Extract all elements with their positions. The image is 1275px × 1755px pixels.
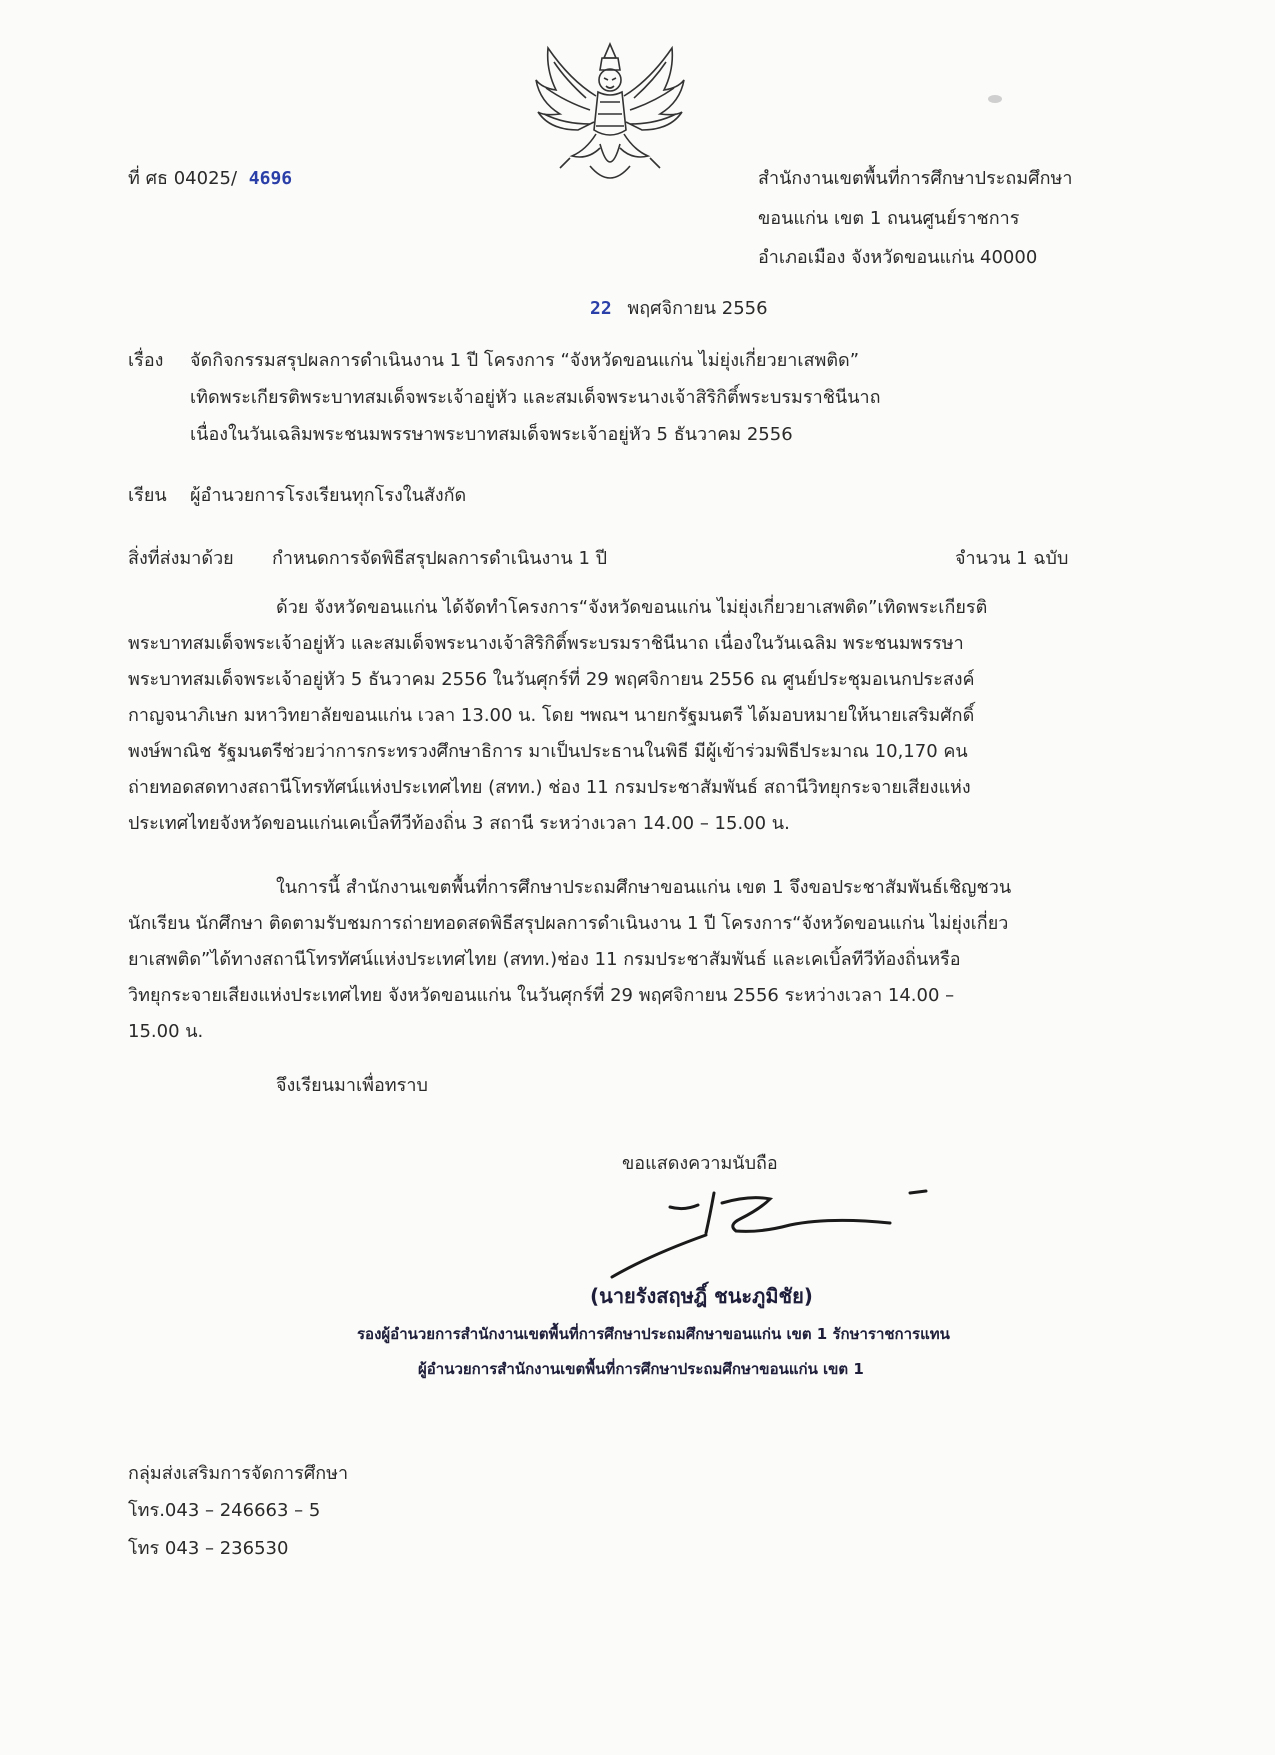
letter-date	[590, 298, 768, 320]
paragraph-1-line: ประเทศไทยจังหวัดขอนแก่นเคเบิ้ลทีวีท้องถิ่น 3 สถานี ระหว่างเวลา 14.00 – 15.00 น.	[128, 813, 790, 834]
paragraph-2-line: วิทยุกระจายเสียงแห่งประเทศไทย จังหวัดขอนแก่น ในวันศุกร์ที่ 29 พฤศจิกายน 2556 ระหว่างเวลา 14.00 –	[128, 985, 955, 1006]
subject-line-3: เนื่องในวันเฉลิมพระชนมพรรษาพระบาทสมเด็จพระเจ้าอยู่หัว 5 ธันวาคม 2556	[190, 424, 793, 445]
paragraph-1-line: ด้วย จังหวัดขอนแก่น ได้จัดทำโครงการ“จังหวัดขอนแก่น ไม่ยุ่งเกี่ยวยาเสพติด”เทิดพระเกียรติ	[276, 597, 988, 618]
paragraph-1-line: พระบาทสมเด็จพระเจ้าอยู่หัว 5 ธันวาคม 2556 ในวันศุกร์ที่ 29 พฤศจิกายน 2556 ณ ศูนย์ประชุมอเนกประสงค์	[128, 669, 975, 690]
date-day-handwritten: 22	[590, 298, 612, 319]
paragraph-1-line: พงษ์พาณิช รัฐมนตรีช่วยว่าการกระทรวงศึกษาธิการ มาเป็นประธานในพิธี มีผู้เข้าร่วมพิธีประมาณ 10,170 คน	[128, 741, 968, 762]
footer-phone-1: โทร.043 – 246663 – 5	[128, 1500, 321, 1521]
attachment-count: จำนวน 1 ฉบับ	[955, 548, 1069, 569]
office-address-line-2: ขอนแก่น เขต 1 ถนนศูนย์ราชการ	[758, 208, 1020, 229]
paper-speck	[988, 95, 1002, 103]
regards-line: ขอแสดงความนับถือ	[622, 1153, 778, 1174]
signer-title-line-2: ผู้อำนวยการสำนักงานเขตพื้นที่การศึกษาประถมศึกษาขอนแก่น เขต 1	[418, 1360, 864, 1378]
footer-department: กลุ่มส่งเสริมการจัดการศึกษา	[128, 1463, 349, 1484]
body-paragraph-2	[128, 870, 1128, 1050]
paragraph-2-line: ยาเสพติด”ได้ทางสถานีโทรทัศน์แห่งประเทศไทย (สทท.)ช่อง 11 กรมประชาสัมพันธ์ และเคเบิ้ลทีวีท้องถิ่นหรือ	[128, 949, 961, 970]
garuda-emblem-icon	[530, 40, 690, 190]
paragraph-1-line: กาญจนาภิเษก มหาวิทยาลัยขอนแก่น เวลา 13.00 น. โดย ฯพณฯ นายกรัฐมนตรี ได้มอบหมายให้นายเสริมศักดิ์	[128, 705, 975, 726]
paragraph-2-line: 15.00 น.	[128, 1021, 204, 1042]
subject-line-1: จัดกิจกรรมสรุปผลการดำเนินงาน 1 ปี โครงการ “จังหวัดขอนแก่น ไม่ยุ่งเกี่ยวยาเสพติด”	[190, 350, 860, 371]
office-address-line-3: อำเภอเมือง จังหวัดขอนแก่น 40000	[758, 247, 1038, 268]
signer-title-line-1: รองผู้อำนวยการสำนักงานเขตพื้นที่การศึกษาประถมศึกษาขอนแก่น เขต 1 รักษาราชการแทน	[357, 1325, 950, 1343]
paragraph-1-line: ถ่ายทอดสดทางสถานีโทรทัศน์แห่งประเทศไทย (สทท.) ช่อง 11 กรมประชาสัมพันธ์ สถานีวิทยุกระจายเสียงแห่ง	[128, 777, 971, 798]
subject-line-2: เทิดพระเกียรติพระบาทสมเด็จพระเจ้าอยู่หัว และสมเด็จพระนางเจ้าสิริกิติ์พระบรมราชินีนาถ	[190, 387, 881, 408]
signature-icon	[610, 1185, 940, 1285]
paragraph-2-line: ในการนี้ สำนักงานเขตพื้นที่การศึกษาประถมศึกษาขอนแก่น เขต 1 จึงขอประชาสัมพันธ์เชิญชวน	[276, 877, 1012, 898]
signer-name: (นายรังสฤษฎิ์ ชนะภูมิชัย)	[590, 1284, 813, 1308]
footer-phone-2: โทร 043 – 236530	[128, 1538, 289, 1559]
reference-number	[128, 168, 292, 190]
attachment-label: สิ่งที่ส่งมาด้วย	[128, 548, 234, 569]
attachment-text: กำหนดการจัดพิธีสรุปผลการดำเนินงาน 1 ปี	[272, 548, 608, 569]
body-paragraph-1	[128, 590, 1128, 842]
office-address-line-1: สำนักงานเขตพื้นที่การศึกษาประถมศึกษา	[758, 168, 1073, 189]
reference-label: ที่ ศธ 04025/	[128, 168, 238, 189]
recipient-label: เรียน	[128, 485, 167, 506]
subject-label: เรื่อง	[128, 350, 164, 371]
closing-line: จึงเรียนมาเพื่อทราบ	[276, 1075, 428, 1096]
date-month-year: พฤศจิกายน 2556	[627, 298, 768, 319]
paragraph-1-line: พระบาทสมเด็จพระเจ้าอยู่หัว และสมเด็จพระนางเจ้าสิริกิติ์พระบรมราชินีนาถ เนื่องในวันเฉลิม พระชนมพรรษา	[128, 633, 964, 654]
paragraph-2-line: นักเรียน นักศึกษา ติดตามรับชมการถ่ายทอดสดพิธีสรุปผลการดำเนินงาน 1 ปี โครงการ“จังหวัดขอนแก่น ไม่ยุ่งเกี่ยว	[128, 913, 1009, 934]
recipient-text: ผู้อำนวยการโรงเรียนทุกโรงในสังกัด	[190, 485, 467, 506]
reference-handwritten-number: 4696	[248, 168, 293, 189]
